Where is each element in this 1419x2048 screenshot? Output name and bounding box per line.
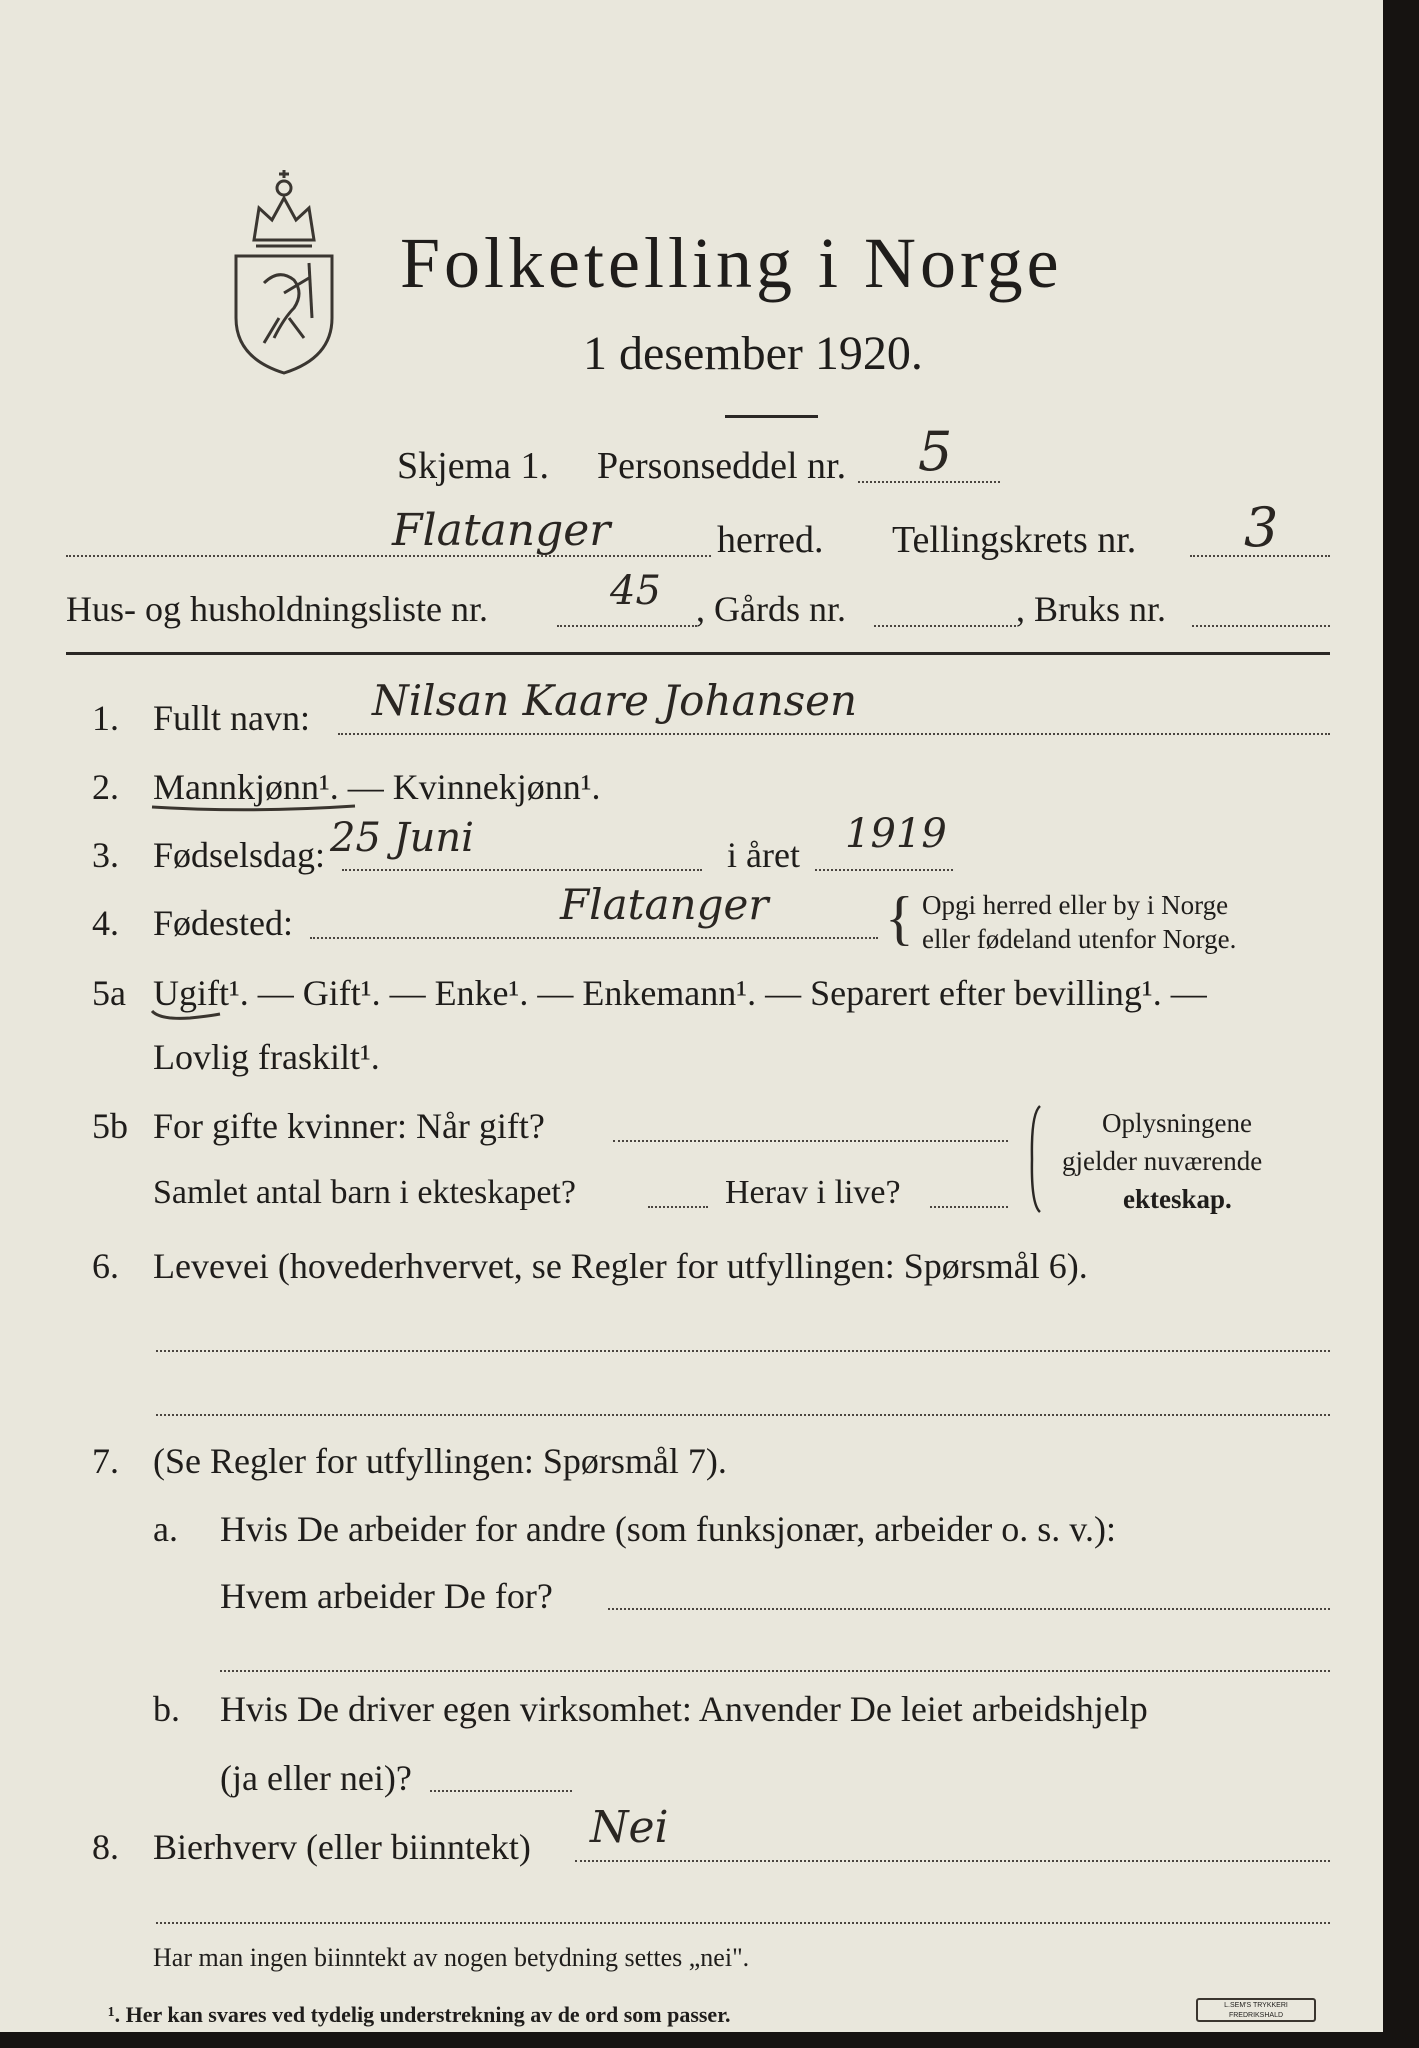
gards-label: , Gårds nr.	[696, 589, 846, 629]
footer-note: Har man ingen biinntekt av nogen betydning settes „nei".	[153, 1943, 750, 1972]
q8-field-line-2	[156, 1922, 1330, 1924]
q3-number: 3.	[92, 835, 119, 875]
q4-field-line	[310, 937, 878, 939]
bruks-field-line	[1192, 625, 1330, 627]
q7-label: (Se Regler for utfyllingen: Spørsmål 7).	[153, 1441, 727, 1481]
q6-field-line-2	[156, 1414, 1330, 1416]
q8-field-line-1	[575, 1860, 1330, 1862]
q1-field-line	[338, 733, 1330, 735]
personseddel-number-handwritten: 5	[918, 420, 953, 483]
q5a-label-line-2: Lovlig fraskilt¹.	[153, 1037, 380, 1077]
personseddel-label: Personseddel nr.	[597, 445, 847, 487]
q3-field-line	[342, 869, 702, 871]
q6-field-line-1	[156, 1350, 1330, 1352]
q7a-field-line-2	[220, 1670, 1330, 1672]
q6-number: 6.	[92, 1246, 119, 1286]
husliste-handwritten: 45	[610, 568, 661, 614]
form-title: Folketelling i Norge	[400, 223, 1063, 303]
bruks-label: , Bruks nr.	[1016, 589, 1167, 629]
q7a-label-line-2: Hvem arbeider De for?	[220, 1576, 553, 1616]
printer-stamp-line-2: FREDRIKSHALD	[1228, 2012, 1284, 2019]
norwegian-coat-of-arms-icon	[224, 168, 344, 378]
husliste-label: Hus- og husholdningsliste nr.	[66, 589, 489, 629]
q7a-label: Hvis De arbeider for andre (som funksjonær, arbeider o. s. v.):	[220, 1509, 1116, 1549]
q7a-letter: a.	[153, 1509, 178, 1549]
herred-field-line	[66, 555, 711, 557]
q7b-label: Hvis De driver egen virksomhet: Anvender De leiet arbeidshjelp	[220, 1689, 1148, 1729]
gards-field-line	[874, 625, 1016, 627]
printer-stamp	[1196, 1998, 1316, 2022]
title-divider	[725, 415, 818, 418]
q5b-label-alive: Herav i live?	[725, 1174, 901, 1211]
schema-label: Skjema 1.	[397, 445, 549, 487]
q5a-label: Ugift¹. — Gift¹. — Enke¹. — Enkemann¹. — Separert efter bevilling¹. —	[153, 973, 1207, 1013]
tellingskrets-label: Tellingskrets nr.	[892, 519, 1137, 561]
q4-note-line-2: eller fødeland utenfor Norge.	[922, 924, 1237, 954]
herred-label: herred.	[717, 519, 824, 561]
herred-handwritten: Flatanger	[392, 505, 611, 556]
q5b-married-field-line	[613, 1140, 1008, 1142]
q8-handwritten: Nei	[590, 1802, 669, 1853]
footnote: ¹. Her kan svares ved tydelig understrekning av de ord som passer.	[108, 2002, 731, 2027]
q3-year-label: i året	[727, 835, 800, 875]
q2-label: Mannkjønn¹. — Kvinnekjønn¹.	[153, 767, 601, 807]
q8-label: Bierhverv (eller biinntekt)	[153, 1827, 531, 1867]
printer-stamp-line-1: L.SEM'S TRYKKERI	[1224, 2002, 1288, 2009]
q5b-note-line-1: Oplysningene	[1102, 1108, 1252, 1138]
scan-edge-right	[1383, 0, 1419, 2048]
q5a-underline-mark	[150, 1008, 230, 1022]
q8-number: 8.	[92, 1827, 119, 1867]
scan-edge-bottom	[0, 2032, 1419, 2048]
q1-number: 1.	[92, 698, 119, 738]
q5b-label: For gifte kvinner: Når gift?	[153, 1106, 545, 1146]
q5b-alive-field-line	[930, 1206, 1008, 1208]
q5b-note-line-2: gjelder nuværende	[1062, 1146, 1263, 1176]
q1-handwritten: Nilsan Kaare Johansen	[372, 676, 858, 725]
q7b-letter: b.	[153, 1689, 180, 1729]
q5b-note-line-3: ekteskap.	[1123, 1184, 1232, 1214]
q3-year-handwritten: 1919	[845, 811, 947, 857]
q5b-label-line-2: Samlet antal barn i ekteskapet?	[153, 1174, 576, 1211]
q4-handwritten: Flatanger	[560, 880, 769, 929]
q5a-number: 5a	[92, 973, 126, 1013]
q4-label: Fødested:	[153, 903, 293, 943]
q4-note-brace: {	[885, 885, 914, 951]
q4-number: 4.	[92, 903, 119, 943]
q3-handwritten: 25 Juni	[330, 815, 474, 861]
census-date: 1 desember 1920.	[583, 327, 923, 380]
q3-label: Fødselsdag:	[153, 835, 326, 875]
header-divider	[66, 652, 1330, 655]
q2-underline-mark	[150, 803, 360, 815]
q7-number: 7.	[92, 1441, 119, 1481]
q4-note-line-1: Opgi herred eller by i Norge	[922, 890, 1229, 920]
q2-number: 2.	[92, 767, 119, 807]
q1-label: Fullt navn:	[153, 698, 311, 738]
tellingskrets-handwritten: 3	[1244, 496, 1279, 559]
q3-year-field-line	[815, 869, 953, 871]
q5b-note-bracket	[1028, 1104, 1044, 1214]
q7b-label-line-2: (ja eller nei)?	[220, 1758, 412, 1798]
q5b-children-field-line	[648, 1206, 708, 1208]
q5b-number: 5b	[92, 1106, 128, 1146]
q6-label: Levevei (hovederhvervet, se Regler for utfyllingen: Spørsmål 6).	[153, 1246, 1088, 1286]
q7b-field-line	[430, 1790, 572, 1792]
husliste-field-line	[557, 625, 697, 627]
q7a-field-line-1	[608, 1608, 1330, 1610]
